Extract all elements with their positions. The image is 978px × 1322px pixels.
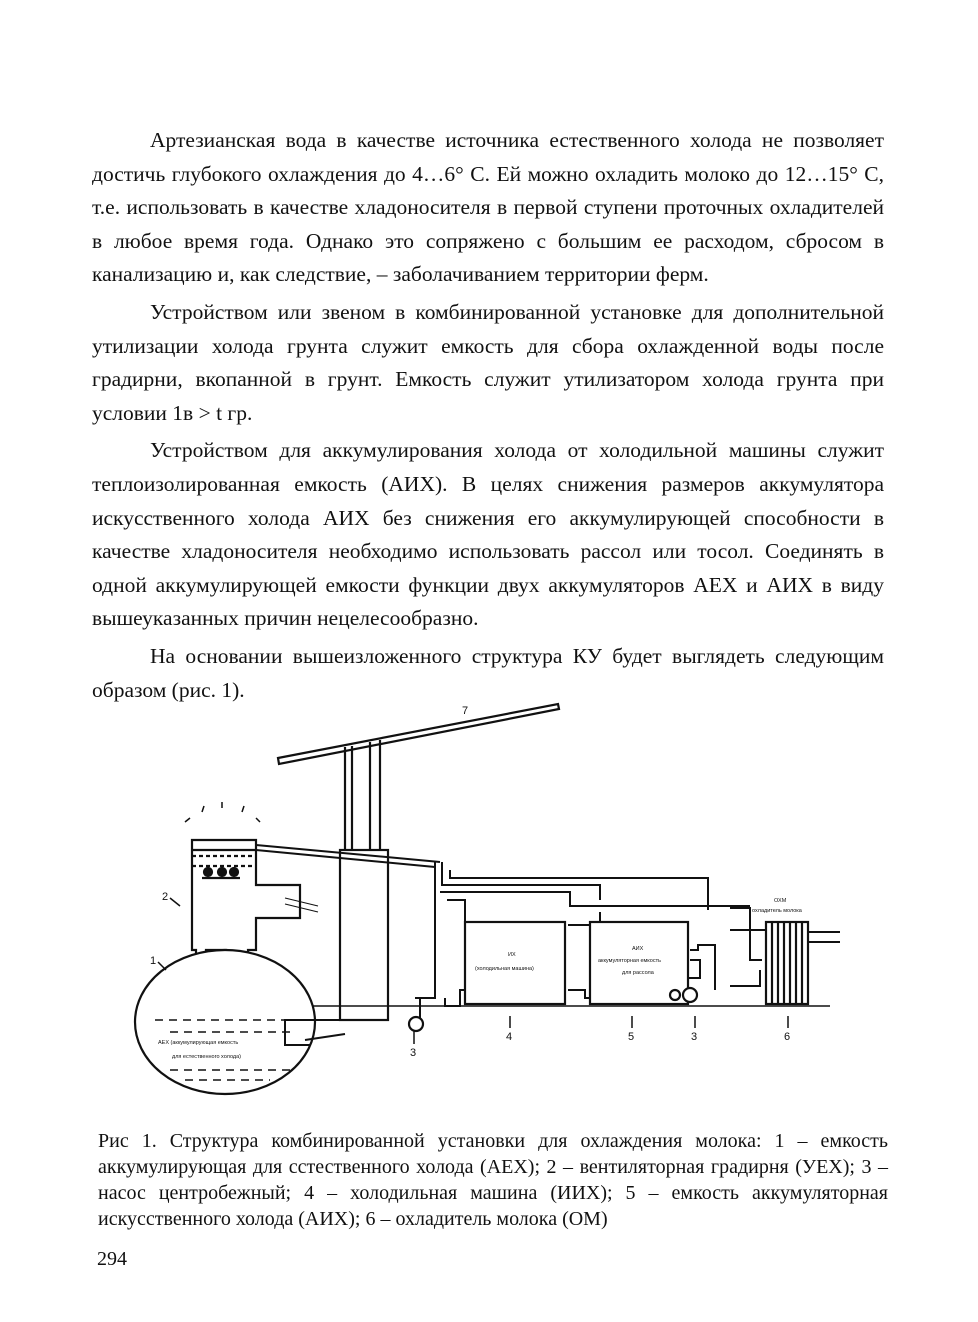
box5-text-1: АИХ — [632, 946, 644, 952]
paragraph-1: Артезианская вода в качестве источника естественного холода не позволяет достичь глубокого охлаждения до 4…6° С. Ей можно охладить молоко до 12…15° С, т.е. использовать в качестве хладоносителя в первой ступени проточных охладителей в любое время года. Однако это сопряжено с большим ее расходом, сбросом в канализацию и, как следствие, – заболачиванием территории ферм. — [92, 128, 884, 287]
cooling-tower-2 — [185, 802, 318, 962]
figure-caption: Рис 1. Структура комбинированной установки для охлаждения молока: 1 – емкость аккумулирующая для сстественного холода (АЕХ); 2 – вентиляторная градирня (УЕХ); 3 – насос центробежный; 4 – холодильная машина (ИИХ); 5 – емкость аккумуляторная искусственного холода (АИХ); 6 – охладитель молока (ОМ) — [98, 1130, 888, 1230]
label-6: 6 — [784, 1031, 791, 1043]
label-4: 4 — [506, 1031, 513, 1043]
paragraph-4: На основании вышеизложенного структура КУ будет выглядеть следующим образом (рис. 1). — [92, 643, 884, 702]
label-2: 2 — [162, 891, 169, 903]
om-text-2: охладитель молока — [752, 908, 802, 914]
box5-text-3: для рассола — [622, 970, 654, 976]
paragraph-3: Устройством для аккумулирования холода от холодильной машины служит теплоизолированная емкость (АИХ). В целях снижения размеров аккумулятора искусственного холода АИХ без снижения его аккумулирующей способности в качестве хладоносителя необходимо использовать рассол или тосол. Соединять в одной аккумулирующей емкости функции двух аккумуляторов АЕХ и АИХ в виду вышеуказанных причин нецелесообразно. — [92, 438, 884, 631]
om-text-1: ОХМ — [774, 898, 787, 904]
label-1: 1 — [150, 955, 157, 967]
tank-1 — [135, 950, 315, 1094]
figure-1 — [130, 700, 850, 1120]
tank-text-2: для естественного холода) — [172, 1054, 241, 1060]
page-number: 294 — [97, 1248, 127, 1270]
label-5: 5 — [628, 1031, 635, 1043]
installation-diagram — [130, 700, 850, 1120]
tank-text-1: АЕХ (аккумулирующая емкость — [158, 1040, 239, 1046]
box4-text-2: (холодильная машина) — [475, 966, 534, 972]
label-3b: 3 — [691, 1031, 698, 1043]
box5-text-2: аккумуляторная емкость — [598, 958, 661, 964]
paragraph-2: Устройством или звеном в комбинированной установке для дополнительной утилизации холода грунта служит емкость для сбора охлажденной воды после градирни, вкопанной в грунт. Емкость служит утилизатором холода грунта при условии 1в > t гр. — [92, 299, 884, 425]
label-7: 7 — [462, 705, 469, 717]
box4-text-1: ИХ — [508, 952, 516, 958]
label-3a: 3 — [410, 1047, 417, 1059]
pump-3a — [409, 1017, 423, 1031]
milk-cooler-6 — [766, 922, 808, 1004]
box-4 — [465, 922, 565, 1004]
body-text — [92, 124, 884, 711]
pump-3b — [683, 988, 697, 1002]
